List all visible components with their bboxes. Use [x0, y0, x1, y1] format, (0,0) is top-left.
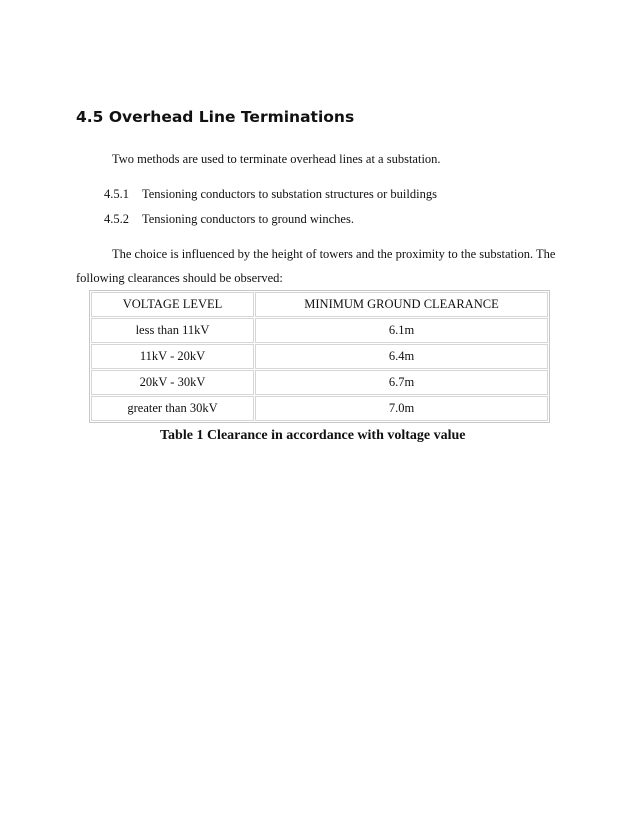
voltage-cell: greater than 30kV	[91, 396, 254, 421]
voltage-cell: less than 11kV	[91, 318, 254, 343]
clearance-cell: 7.0m	[255, 396, 548, 421]
list-item-text: Tensioning conductors to ground winches.	[142, 212, 354, 226]
table-header-row	[91, 292, 548, 317]
table-caption: Table 1 Clearance in accordance with voltage value	[160, 428, 466, 443]
intro-paragraph: Two methods are used to terminate overhead lines at a substation.	[112, 152, 441, 166]
header-voltage-level: VOLTAGE LEVEL	[91, 292, 254, 317]
table-row	[91, 344, 548, 369]
list-item-number: 4.5.1	[104, 187, 129, 201]
table-row	[91, 396, 548, 421]
clearance-cell: 6.7m	[255, 370, 548, 395]
voltage-cell: 11kV - 20kV	[91, 344, 254, 369]
list-item	[104, 212, 354, 227]
clearance-cell: 6.4m	[255, 344, 548, 369]
section-heading: 4.5 Overhead Line Terminations	[76, 108, 355, 126]
table-row	[91, 318, 548, 343]
choice-paragraph-line2: following clearances should be observed:	[76, 271, 283, 285]
choice-paragraph-line1: The choice is influenced by the height of towers and the proximity to the substation. The	[112, 247, 556, 261]
list-item	[104, 187, 437, 202]
header-minimum-ground-clearance: MINIMUM GROUND CLEARANCE	[255, 292, 548, 317]
clearance-table	[89, 290, 550, 423]
list-item-text: Tensioning conductors to substation structures or buildings	[142, 187, 437, 201]
clearance-cell: 6.1m	[255, 318, 548, 343]
list-item-number: 4.5.2	[104, 212, 129, 226]
table-row	[91, 370, 548, 395]
voltage-cell: 20kV - 30kV	[91, 370, 254, 395]
